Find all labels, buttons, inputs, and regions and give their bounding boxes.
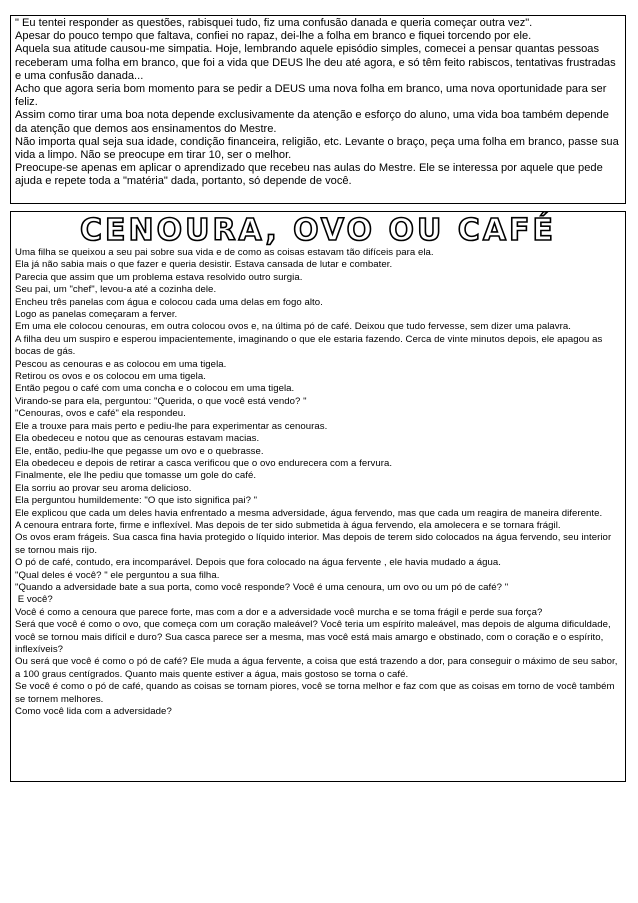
intro-paragraph: Aquela sua atitude causou-me simpatia. Hoje, lembrando aquele episódio simples, comecei a pensar quantas pessoas receberam uma folha em branco, que foi a vida que DEUS lhe deu até agora, e só têm feito rabiscos, tentativas frustradas e uma confusão danada... [15,43,616,82]
story-paragraph: Ela perguntou humildemente: "O que isto significa pai? " [15,495,258,507]
story-text-box [10,211,626,782]
story-paragraph: O pó de café, contudo, era incomparável. Depois que fora colocado na água fervente , ele havia mudado a água. [15,557,501,569]
intro-text-box [10,15,626,204]
story-paragraph: Ela obedeceu e notou que as cenouras estavam macias. [15,433,260,445]
story-paragraph: Ela sorriu ao provar seu aroma delicioso. [15,482,192,494]
story-paragraph: Ela obedeceu e depois de retirar a casca verificou que o ovo endurecera com a fervura. [15,457,393,469]
story-paragraph: E você? [15,594,53,606]
story-paragraph: A filha deu um suspiro e esperou impacientemente, imaginando o que ele estaria fazendo. Cerca de vinte minutos depois, ele apagou as bocas de gás. [15,333,603,358]
story-paragraph: Uma filha se queixou a seu pai sobre sua vida e de como as coisas estavam tão difíceis para ela. [15,247,434,258]
story-paragraph: Como você lida com a adversidade? [15,706,172,718]
story-paragraph: Ele, então, pediu-lhe que pegasse um ovo e o quebrasse. [15,445,264,457]
story-paragraph: Pescou as cenouras e as colocou em uma tigela. [15,358,227,370]
story-paragraph: Finalmente, ele lhe pediu que tomasse um gole do café. [15,470,257,482]
story-paragraph: Os ovos eram frágeis. Sua casca fina havia protegido o líquido interior. Mas depois de terem sido colocados na água fervendo, seu interior se tornou mais rijo. [15,532,612,556]
story-paragraph: Ele a trouxe para mais perto e pediu-lhe para experimentar as cenouras. [15,420,328,432]
intro-paragraph: Assim como tirar uma boa nota depende exclusivamente da atenção e esforço do aluno, uma vida boa também depende da atenção que demos aos ensinamentos do Mestre. [15,109,609,135]
story-paragraph: Então pegou o café com uma concha e o colocou em uma tigela. [15,383,295,395]
story-paragraph: A cenoura entrara forte, firme e inflexível. Mas depois de ter sido submetida à água fervendo, ela amolecera e se tornara frágil. [15,519,561,531]
intro-paragraph: Apesar do pouco tempo que faltava, confiei no rapaz, dei-lhe a folha em branco e fiquei torcendo por ele. [15,30,532,43]
story-paragraph: Retirou os ovos e os colocou em uma tigela. [15,371,206,383]
story-paragraph: Parecia que assim que um problema estava resolvido outro surgia. [15,271,303,283]
story-paragraph: Em uma ele colocou cenouras, em outra colocou ovos e, na última pó de café. Deixou que tudo fervesse, sem dizer uma palavra. [15,321,572,333]
story-paragraph: Ou será que você é como o pó de café? Ele muda a água fervente, a coisa que está trazendo a dor, para conseguir o máximo de seu sabor, a 100 graus centígrados. Quanto mais quente estiver a água, mais gostoso se torna o café. [15,656,618,680]
story-paragraph: Logo as panelas começaram a ferver. [15,309,178,321]
story-paragraph: Ele explicou que cada um deles havia enfrentado a mesma adversidade, água fervendo, mas que cada um reagira de maneira diferente. [15,507,603,519]
story-paragraph: "Cenouras, ovos e café" ela respondeu. [15,408,186,420]
intro-paragraph: Acho que agora seria bom momento para se pedir a DEUS uma nova folha em branco, uma nova oportunidade para ser feliz. [15,83,607,109]
intro-paragraph: " Eu tentei responder as questões, rabisquei tudo, fiz uma confusão danada e queria começar outra vez". [15,17,533,29]
story-paragraph: "Qual deles é você? " ele perguntou a sua filha. [15,569,220,581]
story-paragraph: Encheu três panelas com água e colocou cada uma delas em fogo alto. [15,296,323,308]
story-paragraph: Seu pai, um "chef", levou-a até a cozinha dele. [15,284,217,296]
story-paragraph: Virando-se para ela, perguntou: "Querida, o que você está vendo? " [15,395,307,407]
intro-paragraph: Não importa qual seja sua idade, condição financeira, religião, etc. Levante o braço, peça uma folha em branco, passe sua vida a limpo. Não se preocupe em tirar 10, ser o melhor. [15,135,619,162]
story-paragraph: Você é como a cenoura que parece forte, mas com a dor e a adversidade você murcha e se toma frágil e perde sua força? [15,606,543,618]
story-paragraph: "Quando a adversidade bate a sua porta, como você responde? Você é uma cenoura, um ovo ou um pó de café? " [15,581,509,593]
story-title-graphic [38,212,598,247]
story-paragraph: Será que você é como o ovo, que começa com um coração maleável? Você teria um espírito maleável, mas depois de alguma dificuldade, você se tornou mais difícil e duro? Sua casca parece ser a mesma, mas você está mais amargo e obstinado, com o coração e o espírito, inflexíveis? [15,619,611,655]
story-paragraph: Se você é como o pó de café, quando as coisas se tornam piores, você se torna melhor e faz com que as coisas em torno de você também se tornem melhores. [15,681,615,705]
story-title-text: CENOURA, OVO OU CAFÉ [79,213,557,247]
intro-paragraph: Preocupe-se apenas em aplicar o aprendizado que recebeu nas aulas do Mestre. Ele se interessa por aquele que pede ajuda e repete toda a "matéria" dada, portanto, só depende de você. [15,162,603,188]
story-title [15,212,621,247]
story-paragraph: Ela já não sabia mais o que fazer e queria desistir. Estava cansada de lutar e combater. [15,259,393,271]
